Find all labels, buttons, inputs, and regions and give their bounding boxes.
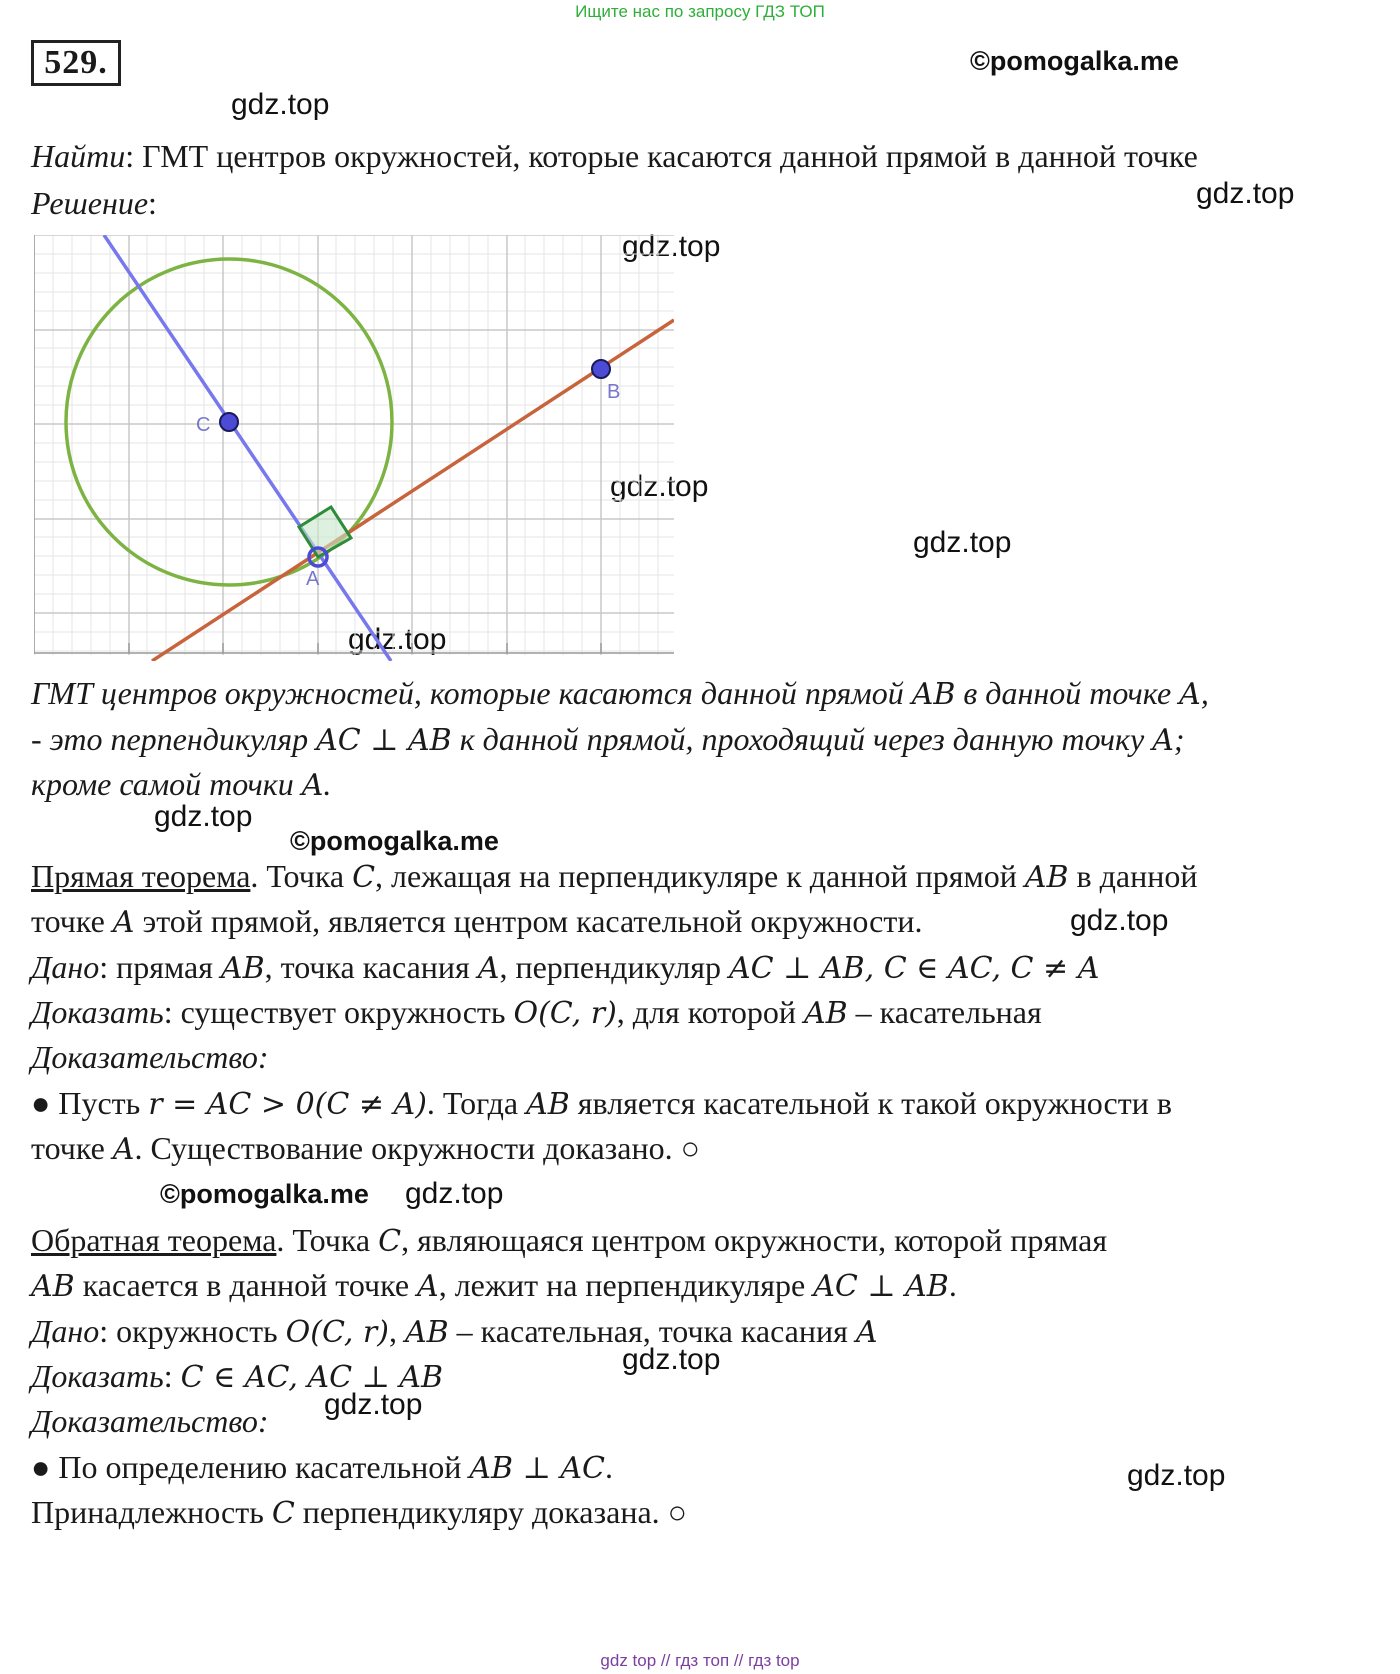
watermark-gdz: gdz.top [1127,1459,1226,1492]
task-number: 529. [31,40,121,86]
direct-proof-line-1: ● Пусть r = AC > 0(C ≠ A). Тогда AB является касательной к такой окружности в [31,1085,1172,1122]
geometry-figure [34,235,674,661]
solution-line: Решение: [31,185,157,221]
converse-proof-label: Доказательство: [31,1403,269,1439]
watermark-gdz: gdz.top [324,1388,423,1421]
solution-label: Решение [31,185,149,221]
label-c: C [196,414,211,436]
direct-theorem-title: Прямая теорема [31,858,251,894]
converse-given: Дано: окружность O(C, r), AB – касательная, точка касания A [31,1313,878,1350]
point-b [592,360,610,378]
watermark-gdz: gdz.top [231,88,330,121]
watermark-gdz: gdz.top [348,623,447,656]
find-text: : ГМТ центров окружностей, которые касаются данной прямой в данной точке [125,138,1198,174]
converse-proof-line-2: Принадлежность C перпендикуляру доказана. ○ [31,1494,687,1531]
point-c [220,413,238,431]
watermark-gdz: gdz.top [154,800,253,833]
watermark-gdz: gdz.top [1196,177,1295,210]
direct-proof-line-2: точке A. Существование окружности доказано. ○ [31,1130,700,1167]
conclusion-line-3: кроме самой точки A. [31,766,332,803]
pomogalka-watermark: ©pomogalka.me [160,1179,369,1209]
converse-theorem-line-1: Обратная теорема. Точка C, являющаяся центром окружности, которой прямая [31,1222,1108,1259]
watermark-gdz: gdz.top [622,230,721,263]
conclusion-line-1: ГМТ центров окружностей, которые касаются данной прямой AB в данной точке A, [31,675,1209,712]
converse-theorem-title: Обратная теорема [31,1222,277,1258]
watermark-gdz: gdz.top [1070,904,1169,937]
find-label: Найти [31,138,126,174]
watermark-gdz: gdz.top [610,470,709,503]
pomogalka-watermark: ©pomogalka.me [290,826,499,856]
converse-proof-line-1: ● По определению касательной AB ⊥ AC. [31,1449,614,1486]
converse-theorem-line-2: AB касается в данной точке A, лежит на перпендикуляре AC ⊥ AB. [31,1267,957,1304]
find-line [31,138,1198,175]
conclusion-line-2: - это перпендикуляр AC ⊥ AB к данной прямой, проходящий через данную точку A; [31,721,1185,758]
label-a: A [306,568,320,590]
direct-theorem-line-1: Прямая теорема. Точка C, лежащая на перпендикуляре к данной прямой AB в данной [31,858,1198,895]
copyright-watermark: ©pomogalka.me [970,46,1179,76]
watermark-gdz: gdz.top [913,526,1012,559]
direct-theorem-line-2: точке A этой прямой, является центром касательной окружности. [31,903,923,940]
watermark-gdz: gdz.top [405,1177,504,1210]
direct-proof-label: Доказательство: [31,1039,269,1075]
converse-prove: Доказать: C ∈ AC, AC ⊥ AB [31,1358,444,1395]
direct-given: Дано: прямая AB, точка касания A, перпендикуляр AC ⊥ AB, C ∈ AC, C ≠ A [31,949,1100,986]
label-b: B [607,381,621,403]
footer-links[interactable]: gdz top // гдз топ // гдз top [600,1651,800,1670]
watermark-gdz: gdz.top [622,1343,721,1376]
search-hint: Ищите нас по запросу ГДЗ ТОП [575,2,825,21]
direct-prove: Доказать: существует окружность O(C, r), для которой AB – касательная [31,994,1042,1031]
grid [34,235,674,655]
